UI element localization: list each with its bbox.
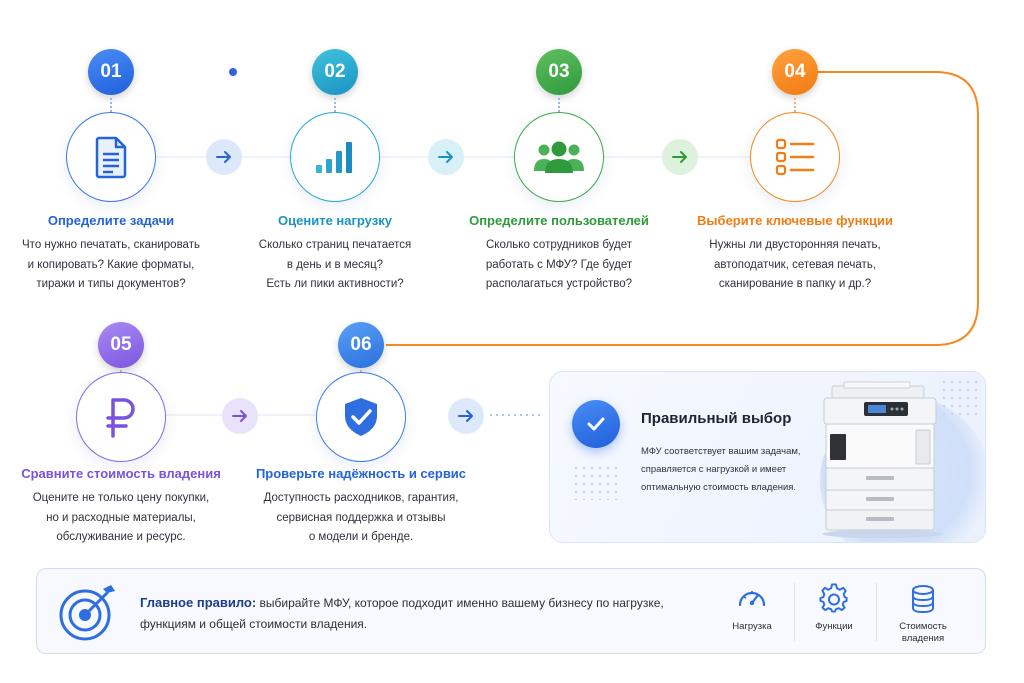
step-title: Определите пользователей [469, 213, 649, 228]
check-circle-icon [572, 400, 620, 448]
step-description [439, 236, 679, 295]
step-description [675, 236, 915, 295]
step-title: Проверьте надёжность и сервис [255, 466, 467, 481]
next-arrow [662, 139, 698, 175]
step-connector-dots [794, 98, 796, 112]
step-desc-line: Сколько сотрудников будет [485, 239, 633, 251]
ruble-icon [104, 396, 138, 438]
step-desc-line: тиражи и типы документов? [36, 278, 186, 290]
dot-pattern [572, 464, 618, 500]
target-arrow-icon [55, 579, 119, 643]
step-number-badge: 05 [98, 322, 144, 368]
rule-body: выбирайте МФУ, которое подходит именно вашему бизнесу по нагрузке, функциям и общей стоимости владения. [140, 596, 664, 631]
step-number-badge: 06 [338, 322, 384, 368]
step-number-badge: 02 [312, 49, 358, 95]
document-icon [91, 135, 131, 179]
step-icon-circle [316, 372, 406, 462]
step-connector-dots [558, 98, 560, 112]
step-title: Определите задачи [47, 213, 175, 228]
step-description [0, 236, 231, 295]
gear-icon [818, 583, 850, 615]
flow-dot [229, 68, 237, 76]
next-arrow [428, 139, 464, 175]
step-desc-line: о модели и бренде. [308, 531, 414, 543]
step-desc-line: в день и в месяц? [286, 258, 384, 271]
step-desc-line: Сколько страниц печатается [258, 239, 412, 251]
rule-text [140, 592, 710, 635]
rule-item-cost [883, 583, 963, 645]
users-icon [533, 139, 585, 175]
bar-chart-icon [314, 139, 356, 175]
step-title: Выберите ключевые функции [697, 213, 893, 228]
step-desc-line: обслуживание и ресурс. [56, 531, 186, 543]
step-icon-circle [514, 112, 604, 202]
choice-title: Правильный выбор [641, 410, 792, 427]
arrow-right-icon [437, 148, 455, 166]
rule-item-label: Стоимость владения [899, 621, 947, 644]
step-desc-line: Есть ли пики активности? [266, 278, 404, 290]
step-icon-circle [76, 372, 166, 462]
coins-stack-icon [907, 583, 939, 615]
arrow-right-icon [215, 148, 233, 166]
next-arrow [206, 139, 242, 175]
step-desc-line: Доступность расходников, гарантия, [263, 492, 459, 504]
step-icon-circle [290, 112, 380, 202]
rule-item-label: Функции [815, 621, 853, 632]
step-desc-line: сервисная поддержка и отзывы [276, 511, 446, 524]
choice-desc-line: оптимальную стоимость владения. [641, 482, 797, 493]
checklist-icon [775, 138, 815, 176]
step-desc-line: Нужны ли двусторонняя печать, [709, 239, 881, 251]
step-icon-circle [750, 112, 840, 202]
mfp-printer-image [816, 380, 948, 538]
divider [876, 583, 877, 641]
step-icon-circle [66, 112, 156, 202]
step-connector-dots [110, 98, 112, 112]
step-desc-line: но и расходные материалы, [46, 511, 196, 524]
main-rule-bar [36, 568, 986, 654]
choice-desc-line: справляется с нагрузкой и имеет [641, 464, 787, 475]
next-arrow [448, 398, 484, 434]
rule-item-label: Нагрузка [732, 621, 772, 632]
step-desc-line: и копировать? Какие форматы, [27, 258, 195, 271]
step-desc-line: автоподатчик, сетевая печать, [713, 258, 877, 271]
step-desc-line: Что нужно печатать, сканировать [22, 239, 200, 251]
rule-item-functions [794, 583, 874, 633]
choice-description [641, 443, 821, 497]
step-connector-dots [334, 98, 336, 112]
step-number-badge: 03 [536, 49, 582, 95]
step-number-badge: 01 [88, 49, 134, 95]
step-title: Сравните стоимость владения [21, 466, 221, 481]
step-desc-line: располагаться устройство? [485, 278, 633, 290]
right-choice-card [549, 371, 986, 543]
step-number-badge: 04 [772, 49, 818, 95]
step-desc-line: сканирование в папку и др.? [718, 278, 872, 290]
orange-loop-line [386, 72, 978, 345]
rule-label: Главное правило: [140, 595, 257, 610]
arrow-right-icon [671, 148, 689, 166]
arrow-right-icon [231, 407, 249, 425]
step-desc-line: работать с МФУ? Где будет [485, 258, 633, 271]
step-description [215, 236, 455, 295]
arrow-right-icon [457, 407, 475, 425]
step-description [1, 489, 241, 548]
step-desc-line: Оцените не только цену покупки, [32, 492, 210, 504]
next-arrow [222, 398, 258, 434]
rule-item-load [712, 583, 792, 633]
step-description [241, 489, 481, 548]
gauge-icon [736, 583, 768, 615]
shield-check-icon [342, 396, 380, 438]
choice-desc-line: МФУ соответствует вашим задачам, [641, 446, 801, 457]
step-title: Оцените нагрузку [278, 213, 392, 228]
